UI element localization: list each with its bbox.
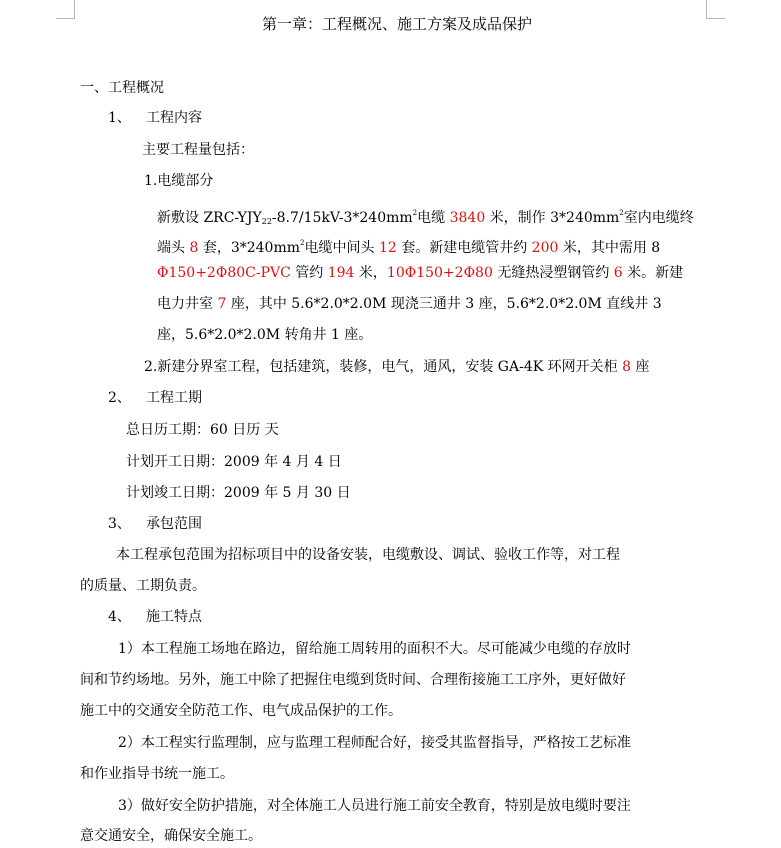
subscript: 22 (261, 217, 272, 226)
cable-line-1 (157, 203, 694, 232)
paragraph-line: 2）本工程实行监理制，应与监理工程师配合好，接受其监督指导，严格按工艺标准 (118, 735, 631, 751)
text-run: 电缆中间头 (304, 240, 379, 256)
text-run: 无缝热浸塑钢管约 (492, 265, 614, 281)
paragraph-line: 3）做好安全防护措施，对全体施工人员进行施工前安全教育，特别是放电缆时要注 (118, 798, 631, 814)
item-number: 3、 (108, 516, 131, 532)
text-run: 室内电缆终 (623, 210, 694, 226)
text-run: 电力井室 (157, 296, 218, 312)
cable-line-3 (157, 263, 683, 283)
text-run: 套。新建电缆管井约 (396, 240, 532, 256)
text-run: 米。新建 (622, 265, 684, 281)
paragraph-line: 意交通安全，确保安全施工。 (80, 828, 262, 844)
highlight-value: Φ150+2Φ80C-PVC (157, 265, 291, 281)
item-number: 2、 (108, 390, 131, 406)
text-run: 端头 (157, 240, 190, 256)
text-run: 新敷设 ZRC-YJY (157, 210, 262, 226)
highlight-value: 200 (531, 240, 559, 256)
cable-line-2 (157, 233, 660, 258)
highlight-value: 8 (189, 240, 199, 256)
text-run: 米， (354, 265, 387, 281)
item-heading: 工程内容 (146, 110, 202, 126)
text-run: 管约 (290, 265, 328, 281)
superscript: 2 (300, 239, 305, 247)
crop-mark-top-left (56, 0, 75, 19)
paragraph-line: 1）本工程施工场地在路边，留给施工周转用的面积不大。尽可能减少电缆的存放时 (118, 641, 631, 657)
total-days-line: 总日历工期：60 日历 天 (126, 422, 279, 438)
text-run: 座 (631, 359, 650, 375)
item-heading: 承包范围 (146, 516, 202, 532)
item-heading: 施工特点 (146, 609, 202, 625)
end-date-line: 计划竣工日期：2009 年 5 月 30 日 (126, 485, 351, 501)
cable-line-5: 座，5.6*2.0*2.0M 转角井 1 座。 (157, 327, 373, 343)
highlight-value: 194 (327, 265, 355, 281)
section-heading: 一、工程概况 (80, 80, 164, 96)
new-build-line (144, 357, 649, 377)
cable-line-4 (157, 294, 662, 314)
paragraph-line: 和作业指导书统一施工。 (80, 766, 234, 782)
text-run: 座，其中 5.6*2.0*2.0M 现浇三通井 3 座，5.6*2.0*2.0M 直线井 3 (226, 296, 662, 312)
subsection-heading: 1.电缆部分 (144, 173, 214, 189)
chapter-title: 第一章：工程概况、施工方案及成品保护 (262, 15, 533, 33)
highlight-value: 12 (378, 240, 397, 256)
highlight-value: 7 (217, 296, 227, 312)
highlight-value: 8 (622, 359, 632, 375)
item-heading: 工程工期 (146, 390, 202, 406)
highlight-value: 3840 (449, 210, 486, 226)
paragraph-line: 的质量、工期负责。 (80, 578, 206, 594)
paragraph-line: 主要工程量包括： (142, 142, 254, 158)
item-number: 1、 (108, 110, 131, 126)
text-run: 电缆 (417, 210, 450, 226)
paragraph-line: 本工程承包范围为招标项目中的设备安装，电缆敷设、调试、验收工作等，对工程 (116, 547, 620, 563)
text-run: 米，其中需用 8 (558, 240, 661, 256)
text-run: -8.7/15kV-3*240mm (271, 210, 413, 226)
text-run: 米，制作 3*240mm (485, 210, 620, 226)
paragraph-line: 间和节约场地。另外，施工中除了把握住电缆到货时间、合理衔接施工工序外，更好做好 (80, 672, 626, 688)
highlight-value: 10Φ150+2Φ80 (386, 265, 493, 281)
text-run: 套，3*240mm (198, 240, 301, 256)
paragraph-line: 施工中的交通安全防范工作、电气成品保护的工作。 (80, 703, 402, 719)
superscript: 2 (619, 209, 624, 217)
highlight-value: 6 (613, 265, 623, 281)
superscript: 2 (412, 209, 418, 217)
start-date-line: 计划开工日期：2009 年 4 月 4 日 (126, 454, 342, 470)
item-number: 4、 (108, 609, 131, 625)
crop-mark-top-right (706, 0, 725, 19)
text-run: 2.新建分界室工程，包括建筑，装修，电气，通风，安装 GA-4K 环网开关柜 (144, 359, 623, 375)
